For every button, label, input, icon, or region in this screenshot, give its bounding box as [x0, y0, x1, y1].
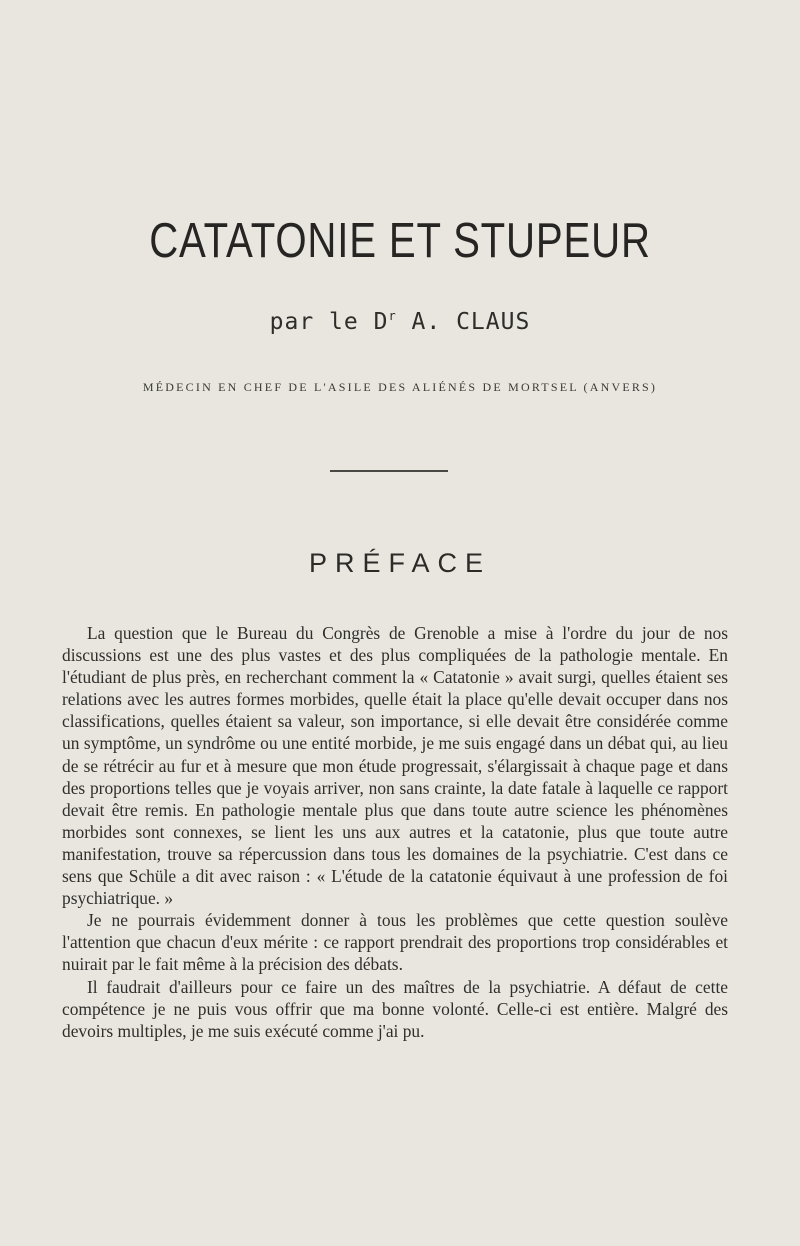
author-title-superscript: r	[388, 309, 397, 323]
author-line	[0, 309, 800, 335]
paragraph: La question que le Bureau du Congrès de Grenoble a mise à l'ordre du jour de nos discussions est une des plus vastes et des plus compliquées de la pathologie mentale. En l'étudiant de plus près, en recherchant comment la « Catatonie » avait surgi, quelles étaient ses relations avec les autres formes morbides, quelle était la place qu'elle devait occuper dans nos classifications, quelles étaient sa valeur, son importance, si elle devait être considérée comme un symptôme, un syndrôme ou une entité morbide, je me suis engagé dans un débat qui, au lieu de se rétrécir au fur et à mesure que mon étude progressait, s'élargissait à chaque page et dans des proportions telles que je voyais arriver, non sans crainte, la date fatale à laquelle ce rapport devait être remis. En pathologie mentale plus que dans toute autre science les phénomènes morbides sont connexes, se lient les uns aux autres et la catatonie, plus que toute autre manifestation, trouve sa répercussion dans tous les domaines de la psychiatrie. C'est dans ce sens que Schüle a dit avec raison : « L'étude de la catatonie équivaut à une profession de foi psychiatrique. »	[62, 623, 728, 909]
horizontal-rule	[330, 470, 448, 472]
author-prefix: par le D	[269, 309, 389, 335]
paragraph: Il faudrait d'ailleurs pour ce faire un des maîtres de la psychiatrie. A défaut de cette compétence je ne puis vous offrir que ma bonne volonté. Celle-ci est entière. Malgré des devoirs multiples, je me suis exécuté comme j'ai pu.	[62, 976, 728, 1041]
document-title: CATATONIE ET STUPEUR	[149, 214, 651, 268]
section-heading: PRÉFACE	[308, 548, 492, 578]
author-affiliation: MÉDECIN EN CHEF DE L'ASILE DES ALIÉNÉS DE MORTSEL (ANVERS)	[142, 380, 658, 394]
body-text	[62, 622, 728, 1042]
author-name: A. CLAUS	[411, 309, 531, 335]
paragraph: Je ne pourrais évidemment donner à tous les problèmes que cette question soulève l'attention que chacun d'eux mérite : ce rapport prendrait des proportions trop considérables et nuirait par le fait même à la précision des débats.	[62, 910, 728, 975]
